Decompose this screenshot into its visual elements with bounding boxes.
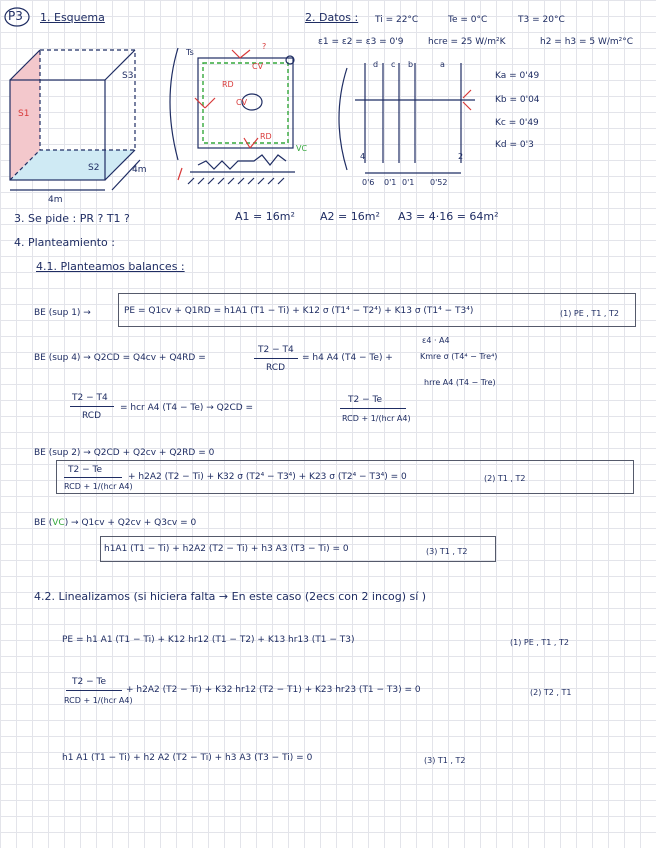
thickness-c: 0'1 <box>384 178 397 187</box>
balance-surface-2-num: T2 − Te <box>68 465 102 475</box>
conduction-fraction-bar <box>70 406 114 407</box>
data-h23: h2 = h3 = 5 W/m²°C <box>540 37 634 47</box>
conduction-fraction-bar-2 <box>340 408 406 409</box>
balance-vc-note: (3) T1 , T2 <box>426 547 468 556</box>
balance-vc-tag: VC <box>52 518 65 528</box>
vc-label: VC <box>296 144 308 153</box>
balance-surface-4-rad-den: hrre A4 (T4 − Tre) <box>424 378 496 387</box>
linear-eq-3-note: (3) T1 , T2 <box>424 756 466 765</box>
area-a3: A3 = 4·16 = 64m² <box>398 210 499 223</box>
data-emissivity: ε1 = ε2 = ε3 = 0'9 <box>318 37 404 47</box>
surface-2-label: S2 <box>88 163 100 173</box>
balance-surface-4-den: RCD <box>266 363 286 373</box>
linear-eq-2-num: T2 − Te <box>72 677 106 687</box>
area-a1: A1 = 16m² <box>235 210 295 223</box>
linear-eq-1: PE = h1 A1 (T1 − Ti) + K12 hr12 (T1 − T2) + K13 hr13 (T1 − T3) <box>62 635 355 645</box>
balance-surface-1-label: BE (sup 1) → <box>34 308 91 318</box>
balance-vc-equation: h1A1 (T1 − Ti) + h2A2 (T2 − Ti) + h3 A3 (T3 − Ti) = 0 <box>104 544 349 554</box>
radiation-label-left: RD <box>222 80 234 89</box>
balance-surface-2-den: RCD + 1/(hcr A4) <box>64 482 133 491</box>
section-2-heading: 2. Datos : <box>305 11 359 24</box>
width-dimension: 4m <box>48 195 63 205</box>
linear-eq-2-fraction-bar <box>66 690 122 691</box>
wall-label-d: d <box>373 60 379 69</box>
balance-surface-2-note: (2) T1 , T2 <box>484 474 526 483</box>
linear-eq-3: h1 A1 (T1 − Ti) + h2 A2 (T2 − Ti) + h3 A3 (T3 − Ti) = 0 <box>62 753 313 763</box>
problem-badge: P3 <box>8 9 23 23</box>
thickness-d: 0'6 <box>362 178 375 187</box>
node-2: 2 <box>458 152 464 161</box>
section-3-asked: 3. Se pide : PR ? T1 ? <box>14 212 130 225</box>
section-4-heading: 4. Planteamiento : <box>14 236 115 249</box>
control-volume-sketch <box>160 40 320 190</box>
surface-3-label: S3 <box>122 71 134 81</box>
balance-surface-4-middle: = h4 A4 (T4 − Te) + <box>302 353 393 363</box>
balance-surface-2-label: BE (sup 2) → Q2CD + Q2cv + Q2RD = 0 <box>34 448 215 458</box>
wall-label-b: b <box>408 60 414 69</box>
balance-vc-label: BE (VC) → Q1cv + Q2cv + Q3cv = 0 <box>34 518 197 528</box>
convection-label-left: CV <box>236 98 248 107</box>
depth-dimension: 4m <box>132 165 147 175</box>
balance-surface-4-rad-mid: Kmre σ (T4⁴ − Tre⁴) <box>420 352 498 361</box>
balance-surface-1-equation: PE = Q1cv + Q1RD = h1A1 (T1 − Ti) + K12 σ (T1⁴ − T2⁴) + K13 σ (T1⁴ − T3⁴) <box>124 306 474 316</box>
ts-label: Ts <box>186 48 194 57</box>
balance-surface-4-rad-num: ε4 · A4 <box>422 336 450 345</box>
surface-1-label: S1 <box>18 109 30 119</box>
layered-wall-sketch <box>335 58 485 188</box>
conduction-middle: = hcr A4 (T4 − Te) → Q2CD = <box>120 403 254 413</box>
section-1-heading: 1. Esquema <box>40 11 105 24</box>
balance-surface-1-note: (1) PE , T1 , T2 <box>560 309 619 318</box>
data-te: Te = 0°C <box>448 15 488 25</box>
thickness-a: 0'52 <box>430 178 448 187</box>
data-t3: T3 = 20°C <box>518 15 565 25</box>
data-kd: Kd = 0'3 <box>495 140 534 150</box>
node-4: 4 <box>360 152 366 161</box>
cube-sketch <box>0 30 150 220</box>
wall-label-a: a <box>440 60 445 69</box>
data-ti: Ti = 22°C <box>375 15 419 25</box>
balance-surface-2-equation: + h2A2 (T2 − Ti) + K32 σ (T2⁴ − T3⁴) + K23 σ (T2⁴ − T3⁴) = 0 <box>128 472 407 482</box>
question-mark: ? <box>262 42 267 51</box>
balance-surface-4-label: BE (sup 4) → Q2CD = Q4cv + Q4RD = <box>34 353 206 363</box>
conduction-num-2: T2 − Te <box>348 395 382 405</box>
conduction-num: T2 − T4 <box>72 393 108 403</box>
convection-label-top: CV <box>252 62 264 71</box>
balance-surface-2-fraction-bar <box>64 477 122 478</box>
section-4-1-heading: 4.1. Planteamos balances : <box>36 260 185 273</box>
data-kb: Kb = 0'04 <box>495 95 540 105</box>
linear-eq-2-den: RCD + 1/(hcr A4) <box>64 696 133 705</box>
thickness-b: 0'1 <box>402 178 415 187</box>
conduction-den-2: RCD + 1/(hcr A4) <box>342 414 411 423</box>
linear-eq-2-note: (2) T2 , T1 <box>530 688 572 697</box>
data-hcre: hcre = 25 W/m²K <box>428 37 506 47</box>
section-4-2-heading: 4.2. Linealizamos (si hiciera falta → En este caso (2ecs con 2 incog) sí ) <box>34 590 427 603</box>
conduction-den: RCD <box>82 411 102 421</box>
data-kc: Kc = 0'49 <box>495 118 539 128</box>
linear-eq-1-note: (1) PE , T1 , T2 <box>510 638 569 647</box>
radiation-label-bottom: RD <box>260 132 272 141</box>
wall-label-c: c <box>391 60 396 69</box>
balance-surface-4-num: T2 − T4 <box>258 345 294 355</box>
data-ka: Ka = 0'49 <box>495 71 540 81</box>
area-a2: A2 = 16m² <box>320 210 380 223</box>
linear-eq-2-equation: + h2A2 (T2 − Ti) + K32 hr12 (T2 − T1) + K23 hr23 (T1 − T3) = 0 <box>126 685 421 695</box>
balance-surface-4-fraction-bar <box>254 358 298 359</box>
